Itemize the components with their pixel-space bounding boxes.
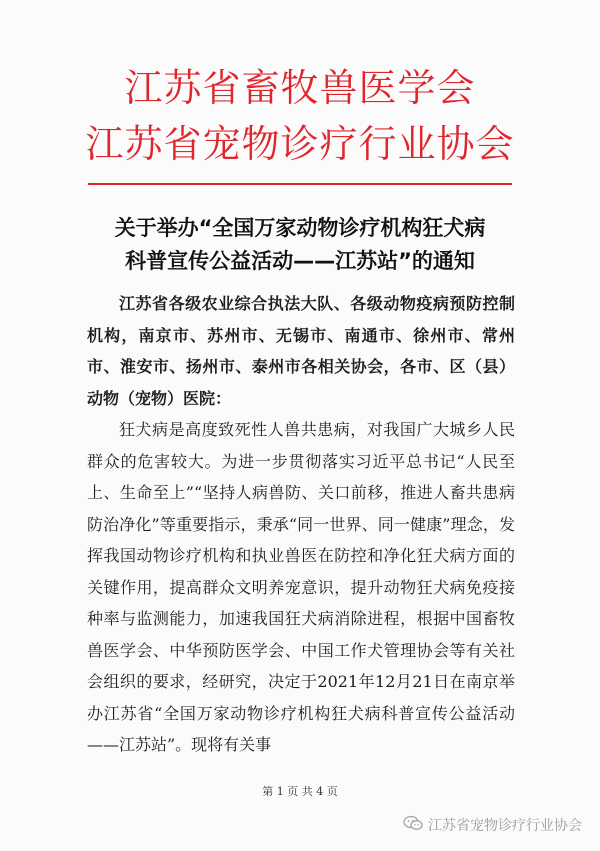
notice-body (87, 288, 515, 761)
body-paragraph: 狂犬病是高度致死性人兽共患病，对我国广大城乡人民群众的危害较大。为进一步贯彻落实习近平总书记“人民至上、生命至上”“坚持人病兽防、关口前移，推进人畜共患病防治净化”等重要指示，秉承“同一世界、同一健康”理念，发挥我国动物诊疗机构和执业兽医在防控和净化狂犬病方面的关键作用，提高群众文明养宠意识，提升动物狂犬病免疫接种率与监测能力，加速我国狂犬病消除进程，根据中国畜牧兽医学会、中华预防医学会、中国工作犬管理协会等有关社会组织的要求，经研究，决定于2021年12月21日在南京举办江苏省“全国万家动物诊疗机构狂犬病科普宣传公益活动——江苏站”。现将有关事 (87, 420, 515, 754)
page-number: 第 1 页 共 4 页 (262, 785, 338, 798)
watermark-text: 江苏省宠物诊疗行业协会 (428, 818, 582, 834)
org-name-line2: 江苏省宠物诊疗行业协会 (85, 122, 515, 166)
wechat-icon (403, 815, 423, 835)
addressee-paragraph: 江苏省各级农业综合执法大队、各级动物疫病预防控制机构，南京市、苏州市、无锡市、南通市、徐州市、常州市、淮安市、扬州市、泰州市各相关协会，各市、区（县）动物（宠物）医院： (87, 294, 515, 408)
watermark (403, 815, 582, 835)
org-name-line1: 江苏省畜牧兽医学会 (124, 66, 476, 110)
header-divider (88, 183, 512, 185)
notice-title-line1: 关于举办“全国万家动物诊疗机构狂犬病 (114, 216, 486, 240)
notice-title-line2: 科普宣传公益活动——江苏站”的通知 (125, 249, 475, 273)
